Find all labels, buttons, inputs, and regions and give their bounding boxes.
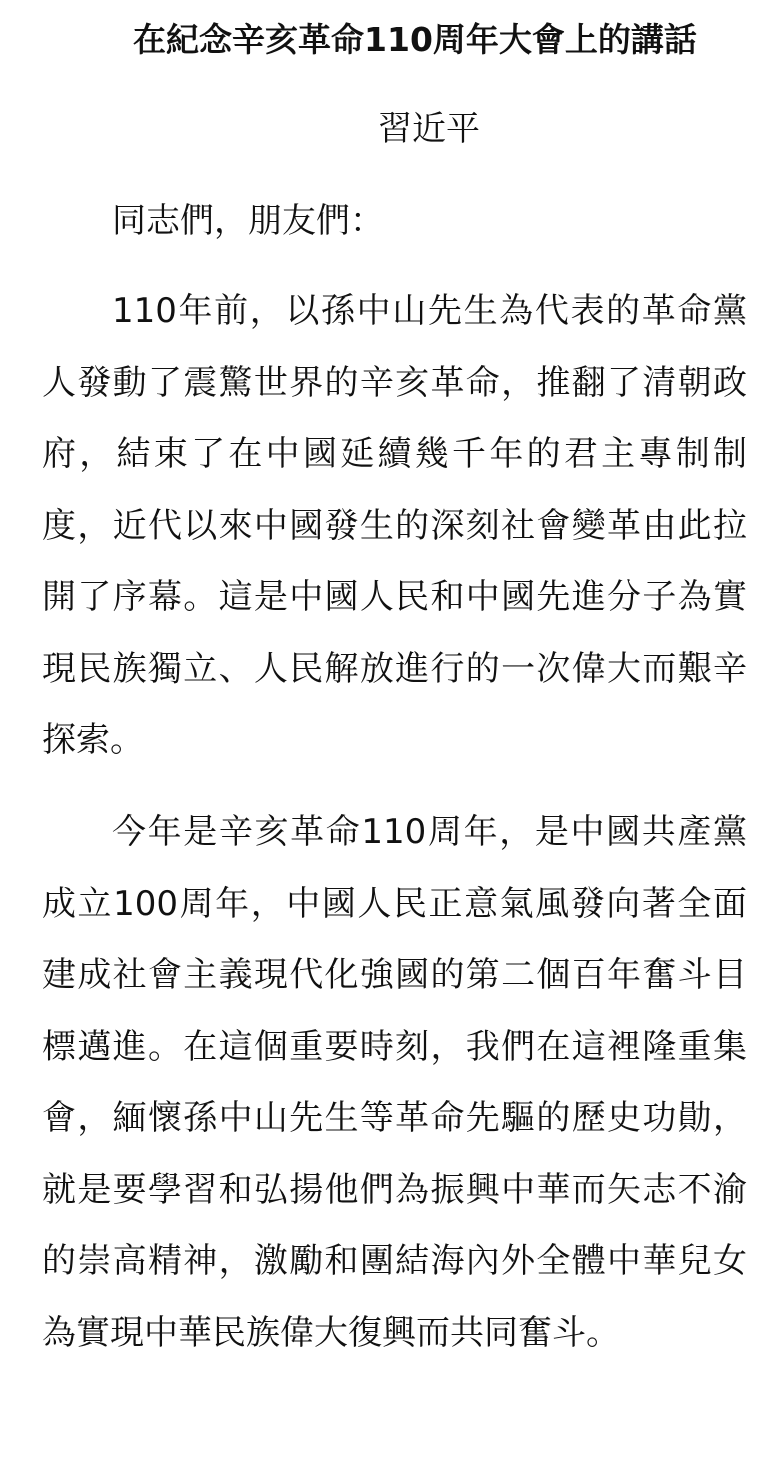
paragraph-1: 110年前，以孫中山先生為代表的革命黨人發動了震驚世界的辛亥革命，推翻了清朝政府，結束了在中國延續幾千年的君主專制制度，近代以來中國發生的深刻社會變革由此拉開了序幕。這是中國人民和中國先進分子為實現民族獨立、人民解放進行的一次偉大而艱辛探索。 xyxy=(42,291,747,760)
document-title: 在紀念辛亥革命110周年大會上的講話 xyxy=(133,20,697,59)
salutation: 同志們，朋友們： xyxy=(112,201,384,241)
author-name: 習近平 xyxy=(378,109,480,149)
paragraph-2: 今年是辛亥革命110周年，是中國共產黨成立100周年，中國人民正意氣風發向著全面建成社會主義現代化強國的第二個百年奮斗目標邁進。在這個重要時刻，我們在這裡隆重集會，緬懷孫中山先生等革命先驅的歷史功勛，就是要學習和弘揚他們為振興中華而矢志不渝的崇高精神，激勵和團結海內外全體中華兒女為實現中華民族偉大復興而共同奮斗。 xyxy=(42,812,747,1353)
